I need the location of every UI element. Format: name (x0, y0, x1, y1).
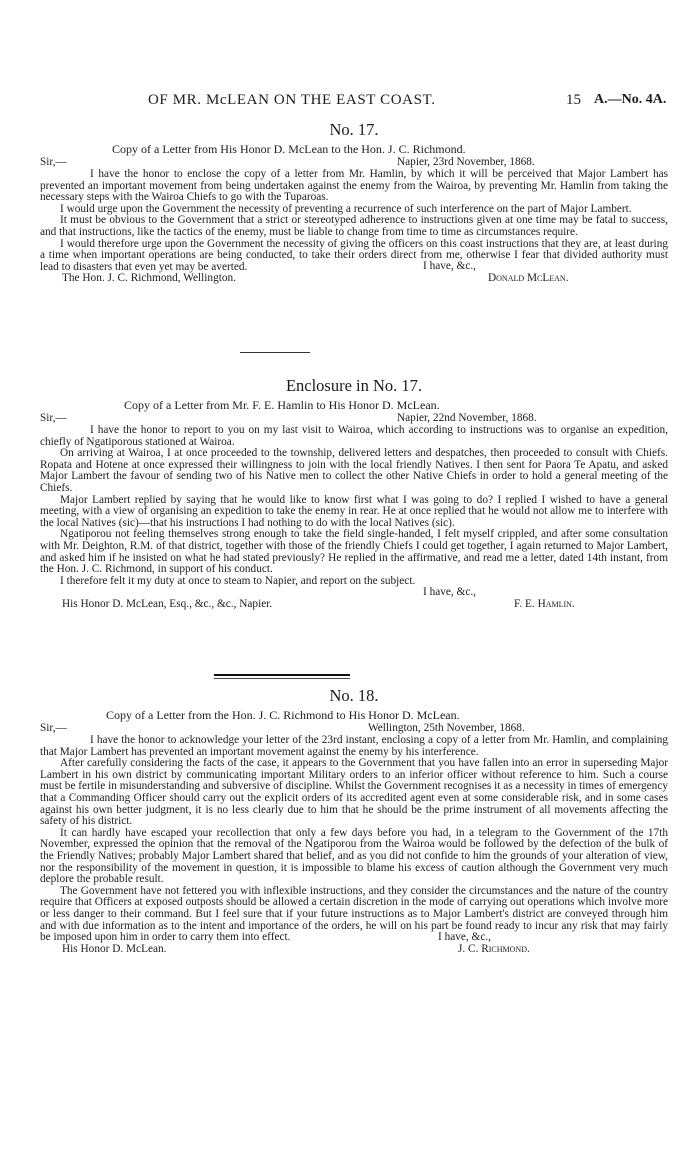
running-title: OF MR. McLEAN ON THE EAST COAST. (148, 92, 436, 108)
letter-18-paragraph: It can hardly have escaped your recollection that only a few days before you had, in a telegram to the Government of the 17th November, expressed the opinion that the removal of the Ngatiporou from the Wairoa would be followed by the defection of the bulk of the Friendly Natives; probably Major Lambert shared that belief, and as you did not confide to him the grounds of your alteration of view, nor the responsibility of the movement in question, it is impossible to blame his excess of caution although the Government very much deplore the probable result. (40, 826, 668, 886)
enclosure-17-paragraph: I therefore felt it my duty at once to steam to Napier, and report on the subject. (60, 574, 416, 587)
letter-17-paragraph: I would therefore urge upon the Government the necessity of giving the officers on this coast instructions that they are, at least during a time when important operations are being conducted, to take their orders direct from me, otherwise I fear that divided authority must lead to disasters that even yet may be averted. (40, 237, 668, 273)
enclosure-17-signoff (40, 599, 668, 611)
enclosure-17-addressee: His Honor D. McLean, Esq., &c., &c., Napier. (62, 598, 273, 611)
letter-17-paragraph: It must be obvious to the Government that a strict or stereotyped adherence to instructions given at one time may be fatal to success, and that instructions, like the tactics of the enemy, must be liable to change from time to time as circumstances require. (40, 214, 668, 238)
letter-18-signoff (40, 944, 668, 956)
section-divider (240, 352, 310, 353)
enclosure-17-paragraph: Ngatiporou not feeling themselves strong enough to take the field single-handed, I felt myself crippled, and after some consultation with Mr. Deighton, R.M. of that district, together with those of the friendly Chiefs I could get together, I again returned to Major Lambert, and asked him if he insisted on what he had stated previously? He replied in the affirmative, and read me a letter, dated 14th instant, from the Hon. J. C. Richmond, in support of his conduct. (40, 528, 668, 576)
letter-18-caption: Copy of a Letter from the Hon. J. C. Richmond to His Honor D. McLean. (106, 708, 460, 722)
running-header (0, 92, 700, 112)
letter-18-paragraph: After carefully considering the facts of the case, it appears to the Government that you have fallen into an error in superseding Major Lambert in his own district by communicating important Military orders to an inferior officer without reference to him. Such a course must be fertile in misunderstanding and subversive of discipline. Whilst the Government recognises it as a necessity in times of emergency that a Commanding Officer should carry out the explicit orders of its accredited agent even at some considerable risk, and in some cases against his own better judgment, it is no less clearly due to him that he should be the prime instrument of all movements affecting the safety of his district. (40, 757, 668, 828)
letter-18-place-date: Wellington, 25th November, 1868. (368, 722, 525, 734)
enclosure-17-paragraph: Major Lambert replied by saying that he would like to know first what I was going to do? I replied I wished to have a general meeting, with a view of organising an expedition to take the enemy in rear. He at once replied that he would not allow me to interfere with the local Natives (sic)—that his instructions I had nothing to do with the local Natives (sic). (40, 493, 668, 529)
letter-17-paragraph: I have the honor to enclose the copy of a letter from Mr. Hamlin, by which it will be perceived that Major Lambert has prevented an important movement from being undertaken against the enemy from the Wairoa, by preventing Mr. Hamlin from taking the necessary steps with the Wairoa Chiefs to go with the Tuparoas. (40, 168, 668, 204)
letter-18-closing: I have, &c., (438, 930, 492, 943)
letter-18-addressee: His Honor D. McLean. (62, 942, 167, 955)
letter-17-place-date: Napier, 23rd November, 1868. (397, 156, 535, 168)
enclosure-17-place-date: Napier, 22nd November, 1868. (397, 412, 537, 424)
letter-17-paragraph: I would urge upon the Government the necessity of preventing a recurrence of such interference on the part of Major Lambert. (60, 202, 632, 215)
letter-17-signature: Donald McLean. (488, 272, 569, 285)
letter-18-paragraph: The Government have not fettered you with inflexible instructions, and they consider the circumstances and the nature of the country require that Officers at exposed outposts should be allowed a certain discretion in the mode of carrying out operations which involve more or less danger to their command. But I feel sure that if your future instructions as to Major Lambert's district are conveyed through him and with due information as to the intent and importance of the orders, he will on his part be found ready to incur any risk that may fairly be imposed upon him in order to carry them into effect. (40, 884, 668, 944)
enclosure-17-closing: I have, &c., (423, 586, 477, 599)
letter-17-caption: Copy of a Letter from His Honor D. McLean to the Hon. J. C. Richmond. (112, 142, 466, 156)
enclosure-17 (40, 376, 668, 611)
letter-17 (40, 120, 668, 285)
letter-17-heading: No. 17. (329, 120, 379, 139)
enclosure-17-paragraph: On arriving at Wairoa, I at once proceeded to the township, delivered letters and despatches, then proceeded to consult with Chiefs. Ropata and Hotene at once expressed their willingness to join with the local friendly Natives. I then sent for Paora Te Apatu, and asked Major Lambert the favour of sending two of his Native men to collect the other Native Chiefs in order to hold a general meeting of the Chiefs. (40, 447, 668, 494)
enclosure-17-heading: Enclosure in No. 17. (285, 376, 423, 395)
letter-18 (40, 686, 668, 956)
document-reference: A.—No. 4A. (594, 92, 667, 107)
enclosure-17-paragraph: I have the honor to report to you on my last visit to Wairoa, which according to instructions was to organise an expedition, chiefly of Ngatiporous stationed at Wairoa. (40, 424, 668, 448)
letter-17-addressee: The Hon. J. C. Richmond, Wellington. (62, 272, 236, 285)
letter-17-closing: I have, &c., (423, 260, 477, 273)
letter-18-heading: No. 18. (329, 686, 379, 705)
enclosure-17-salutation: Sir,— (40, 412, 67, 424)
page-number: 15 (566, 92, 581, 108)
enclosure-17-dateline (40, 413, 668, 425)
section-divider-thin (214, 678, 350, 679)
letter-18-salutation: Sir,— (40, 722, 67, 734)
letter-17-signoff (40, 273, 668, 285)
letter-18-dateline (40, 723, 668, 735)
letter-18-closing-line (40, 932, 668, 944)
letter-17-dateline (40, 157, 668, 169)
enclosure-17-signature: F. E. Hamlin. (514, 598, 575, 611)
enclosure-17-caption: Copy of a Letter from Mr. F. E. Hamlin to His Honor D. McLean. (124, 398, 440, 412)
letter-17-salutation: Sir,— (40, 156, 67, 168)
section-divider-thick (214, 674, 350, 676)
letter-18-signature: J. C. Richmond. (458, 942, 530, 955)
letter-18-paragraph: I have the honor to acknowledge your letter of the 23rd instant, enclosing a copy of a letter from Mr. Hamlin, and complaining that Major Lambert has prevented an important movement against the enemy by his interference. (40, 734, 668, 758)
